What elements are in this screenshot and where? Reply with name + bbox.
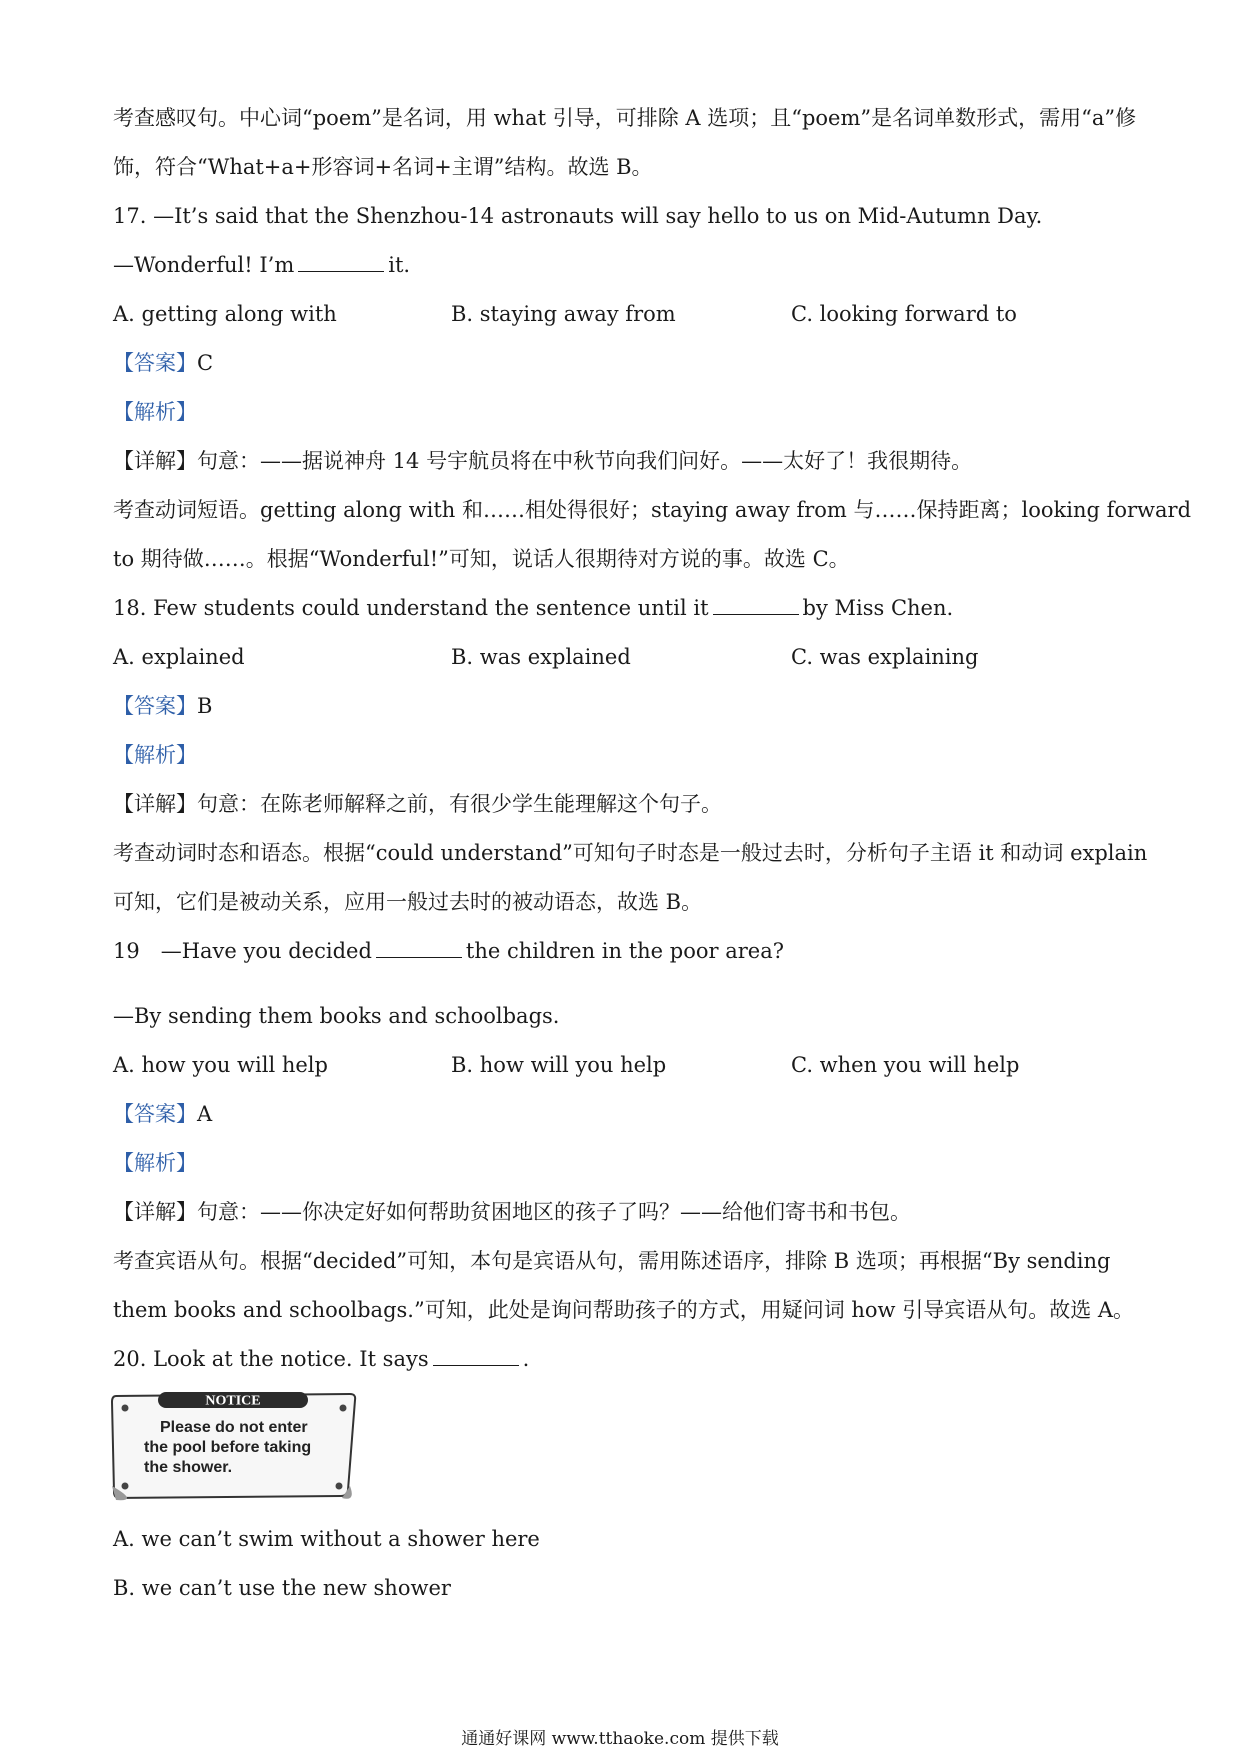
- answer-value: C: [197, 351, 214, 375]
- detail-tag: 【详解】: [113, 1200, 197, 1224]
- analysis-tag: 【解析】: [113, 400, 197, 424]
- question-text: the children in the poor area?: [465, 939, 784, 963]
- answer-blank: [298, 253, 384, 272]
- answer-blank: [376, 939, 462, 958]
- question-19-reply: —By sending them books and schoolbags.: [113, 1004, 560, 1028]
- option-a: A. explained: [113, 645, 245, 669]
- question-text: 18. Few students could understand the sentence until it: [113, 596, 709, 620]
- notice-sign-image: [110, 1390, 358, 1502]
- option-c: C. was explaining: [791, 645, 979, 669]
- answer-tag: 【答案】: [113, 1102, 197, 1126]
- option-c: C. when you will help: [791, 1053, 1020, 1077]
- question-20-text: [113, 1344, 529, 1374]
- option-c: C. looking forward to: [791, 302, 1017, 326]
- answer-value: B: [197, 694, 213, 718]
- question-text: .: [522, 1347, 530, 1371]
- explanation-line: 考查感叹句。中心词“poem”是名词，用 what 引导，可排除 A 选项；且“poem”是名词单数形式，需用“a”修: [113, 106, 1137, 130]
- explanation-line: 可知，它们是被动关系，应用一般过去时的被动语态，故选 B。: [113, 890, 703, 914]
- explanation-line: 考查宾语从句。根据“decided”可知，本句是宾语从句，需用陈述语序，排除 B 选项；再根据“By sending: [113, 1249, 1111, 1273]
- option-b: B. how will you help: [451, 1053, 667, 1077]
- question-17-reply: [113, 250, 410, 280]
- notice-line: the pool before taking: [144, 1439, 312, 1456]
- detail-line: [113, 1197, 911, 1227]
- explanation-line: to 期待做……。根据“Wonderful!”可知，说话人很期待对方说的事。故选 C。: [113, 547, 850, 571]
- option-a: A. we can’t swim without a shower here: [113, 1527, 540, 1551]
- option-a: A. getting along with: [113, 302, 337, 326]
- detail-tag: 【详解】: [113, 449, 197, 473]
- explanation-line: 考查动词时态和语态。根据“could understand”可知句子时态是一般过去时，分析句子主语 it 和动词 explain: [113, 841, 1148, 865]
- question-text: by Miss Chen.: [802, 596, 954, 620]
- explanation-line: 考查动词短语。getting along with 和……相处得很好；staying away from 与……保持距离；looking forward: [113, 498, 1192, 522]
- question-text: 20. Look at the notice. It says: [113, 1347, 429, 1371]
- question-17-text: 17. —It’s said that the Shenzhou-14 astronauts will say hello to us on Mid-Autumn Day.: [113, 204, 1043, 228]
- page-footer: 通通好课网 www.tthaoke.com 提供下载: [461, 1729, 779, 1749]
- analysis-tag: 【解析】: [113, 743, 197, 767]
- question-text: 19 —Have you decided: [113, 939, 372, 963]
- option-b: B. we can’t use the new shower: [113, 1576, 451, 1600]
- answer-blank: [433, 1347, 519, 1366]
- detail-line: [113, 446, 972, 476]
- detail-text: 句意：——据说神舟 14 号宇航员将在中秋节向我们问好。——太好了！我很期待。: [197, 449, 973, 473]
- detail-tag: 【详解】: [113, 792, 197, 816]
- answer-blank: [713, 596, 799, 615]
- explanation-line: them books and schoolbags.”可知，此处是询问帮助孩子的方式，用疑问词 how 引导宾语从句。故选 A。: [113, 1298, 1135, 1322]
- analysis-tag: 【解析】: [113, 1151, 197, 1175]
- notice-line: Please do not enter: [160, 1419, 308, 1436]
- detail-text: 句意：——你决定好如何帮助贫困地区的孩子了吗？——给他们寄书和书包。: [197, 1200, 911, 1224]
- reply-text: it.: [388, 253, 411, 277]
- answer-tag: 【答案】: [113, 351, 197, 375]
- detail-text: 句意：在陈老师解释之前，有很少学生能理解这个句子。: [197, 792, 722, 816]
- reply-text: —Wonderful! I’m: [113, 253, 295, 277]
- answer-line: [113, 348, 213, 378]
- answer-tag: 【答案】: [113, 694, 197, 718]
- answer-value: A: [197, 1102, 213, 1126]
- question-18-text: [113, 593, 953, 623]
- answer-line: [113, 691, 212, 721]
- answer-line: [113, 1099, 212, 1129]
- option-b: B. was explained: [451, 645, 631, 669]
- option-b: B. staying away from: [451, 302, 676, 326]
- detail-line: [113, 789, 722, 819]
- explanation-line: 饰，符合“What+a+形容词+名词+主谓”结构。故选 B。: [113, 155, 653, 179]
- notice-line: the shower.: [144, 1459, 233, 1476]
- option-a: A. how you will help: [113, 1053, 328, 1077]
- notice-title: NOTICE: [205, 1393, 261, 1409]
- question-19-text: [113, 936, 784, 966]
